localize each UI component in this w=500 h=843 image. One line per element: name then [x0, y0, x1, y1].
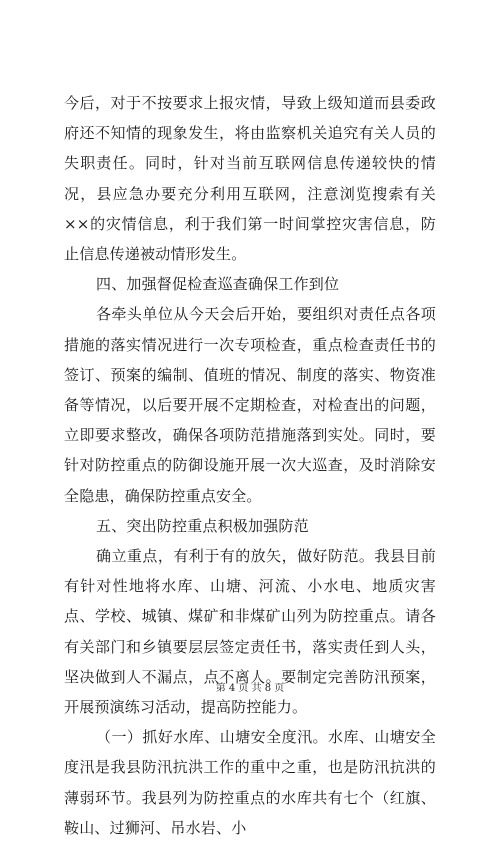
paragraph-inspection: 各牵头单位从今天会后开始，要组织对责任点各项措施的落实情况进行一次专项检查，重点检查责任书的签订、预案的编制、值班的情况、制度的落实、物资准备等情况，以后要开展不定期检查，对检查出的问题，立即要求整改，确保各项防范措施落到实处。同时，要针对防控重点的防御设施开展一次大巡查，及时消除安全隐患，确保防控重点安全。 — [64, 305, 436, 505]
section-heading-4: 四、加强督促检查巡查确保工作到位 — [96, 275, 340, 294]
document-body — [64, 88, 436, 843]
page-footer: 第 4 页 共 8 页 — [215, 683, 285, 694]
paragraph-reservoirs: （一）抓好水库、山塘安全度汛。水库、山塘安全度汛是我县防汛抗洪工作的重中之重，也是防汛抗洪的薄弱环节。我县列为防控重点的水库共有七个（红旗、鞍山、过狮河、吊水岩、小 — [64, 728, 436, 837]
section-heading-5: 五、突出防控重点积极加强防范 — [96, 516, 309, 535]
paragraph-key-points: 确立重点，有利于有的放矢，做好防范。我县目前有针对性地将水库、山塘、河流、小水电、地质灾害点、学校、城镇、煤矿和非煤矿山列为防控重点。请各有关部门和乡镇要层层签定责任书，落实责任到人头，坚决做到人不漏点，点不离人。要制定完善防汛预案，开展预演练习活动，提高防控能力。 — [64, 547, 436, 717]
paragraph-continuation: 今后，对于不按要求上报灾情，导致上级知道而县委政府还不知情的现象发生，将由监察机关追究有关人员的失职责任。同时，针对当前互联网信息传递较快的情况，县应急办要充分利用互联网，注意浏览搜索有关××的灾情信息，利于我们第一时间掌控灾害信息，防止信息传递被动情形发生。 — [64, 94, 436, 264]
